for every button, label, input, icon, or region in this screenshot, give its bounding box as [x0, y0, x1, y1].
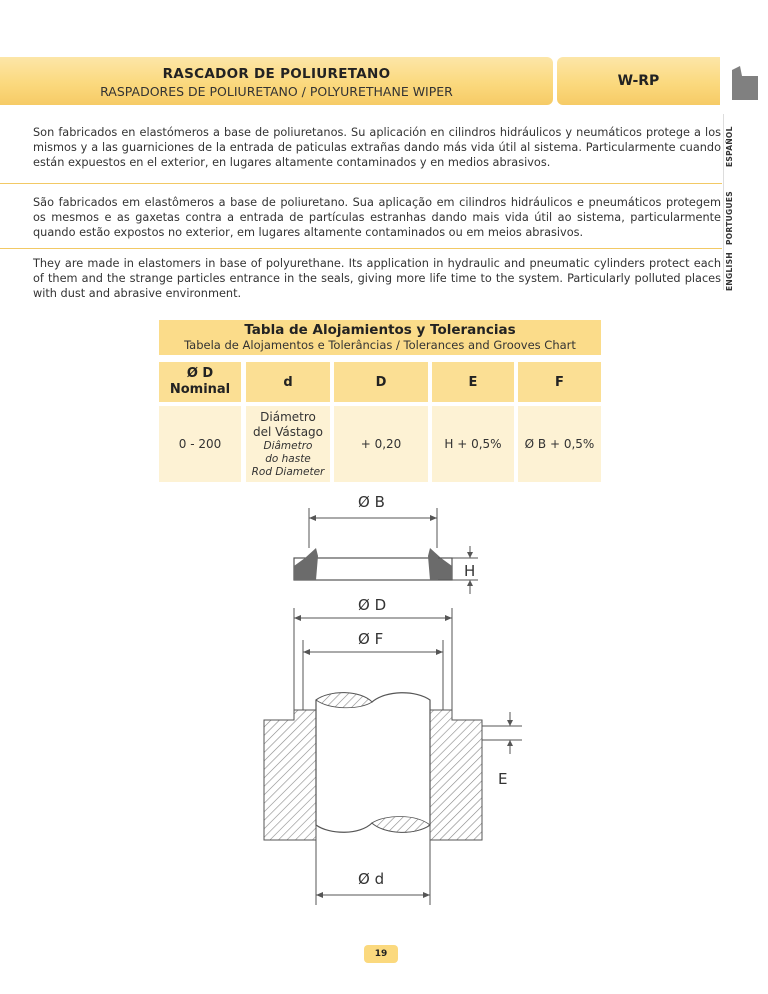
side-label-pt: PORTUGUES — [725, 191, 734, 245]
label-diameter-B: Ø B — [358, 493, 385, 511]
header-nominal-bottom: Nominal — [169, 382, 231, 397]
wiper-seal — [294, 508, 478, 594]
cell-F: Ø B + 0,5% — [518, 406, 601, 482]
divider — [0, 248, 722, 249]
page-subtitle: RASPADORES DE POLIURETANO / POLYURETHANE WIPER — [100, 84, 453, 99]
label-E: E — [498, 770, 508, 788]
housing-section — [264, 608, 522, 905]
label-diameter-D: Ø D — [358, 596, 387, 614]
header-E: E — [432, 362, 514, 402]
paragraph-es: Son fabricados en elastómeros a base de poliuretanos. Su aplicación en cilindros hidráulicos y neumáticos protege a los mismos y a las guarniciones de la entrada de paticulas extrañas dando más vida útil al sistema. Particularmente cuando están expuestos en el exterior, en lugares altamente contaminados y en medios abrasivos. — [33, 126, 721, 169]
side-label-es: ESPAÑOL — [725, 126, 734, 168]
paragraph-pt: São fabricados em elastômeros a base de poliuretano. Sua aplicação em cilindros hidráulicos e pneumáticos protegem os mesmos e as gaxetas contra a entrada de partículas estranhas dando mais vida útil ao sistema, particularmente quando estão expostos no exterior, em lugares altamente contaminados ou em meios abrasivos. — [33, 196, 721, 239]
product-code: W-RP — [617, 73, 660, 89]
paragraph-en: They are made in elastomers in base of polyurethane. Its application in hydraulic and pneumatic cylinders protect each of them and the strange particles entrance in the seals, giving more life time to the system. Particularly polluted places with dust and abrasive environment. — [33, 257, 721, 300]
label-diameter-F: Ø F — [358, 630, 384, 648]
page-number: 19 — [364, 945, 398, 963]
cell-d — [246, 406, 330, 482]
header-F: F — [518, 362, 601, 402]
wiper-profile-icon — [728, 62, 764, 102]
technical-drawing — [0, 490, 768, 910]
table-title: Tabla de Alojamientos y Tolerancias — [244, 322, 516, 338]
cell-d-en: Rod Diameter — [251, 465, 325, 478]
header-D: D — [334, 362, 428, 402]
cell-E: H + 0,5% — [432, 406, 514, 482]
label-H: H — [464, 562, 476, 580]
header-nominal-top: Ø D — [186, 366, 214, 381]
cell-d-es: Diámetro — [260, 409, 316, 424]
cell-d-pt2: do haste — [265, 452, 311, 465]
page-title: RASCADOR DE POLIURETANO — [162, 66, 391, 82]
cell-d-es2: del Vástago — [252, 424, 324, 439]
table-subtitle: Tabela de Alojamentos e Tolerâncias / Tolerances and Grooves Chart — [184, 338, 576, 352]
cell-D: + 0,20 — [334, 406, 428, 482]
header-nominal — [159, 362, 241, 402]
cell-d-pt: Diâmetro — [263, 439, 313, 452]
side-label-en: ENGLISH — [725, 252, 734, 292]
cell-nominal: 0 - 200 — [159, 406, 241, 482]
header-d: d — [246, 362, 330, 402]
divider — [0, 183, 722, 184]
label-diameter-d: Ø d — [358, 870, 385, 888]
